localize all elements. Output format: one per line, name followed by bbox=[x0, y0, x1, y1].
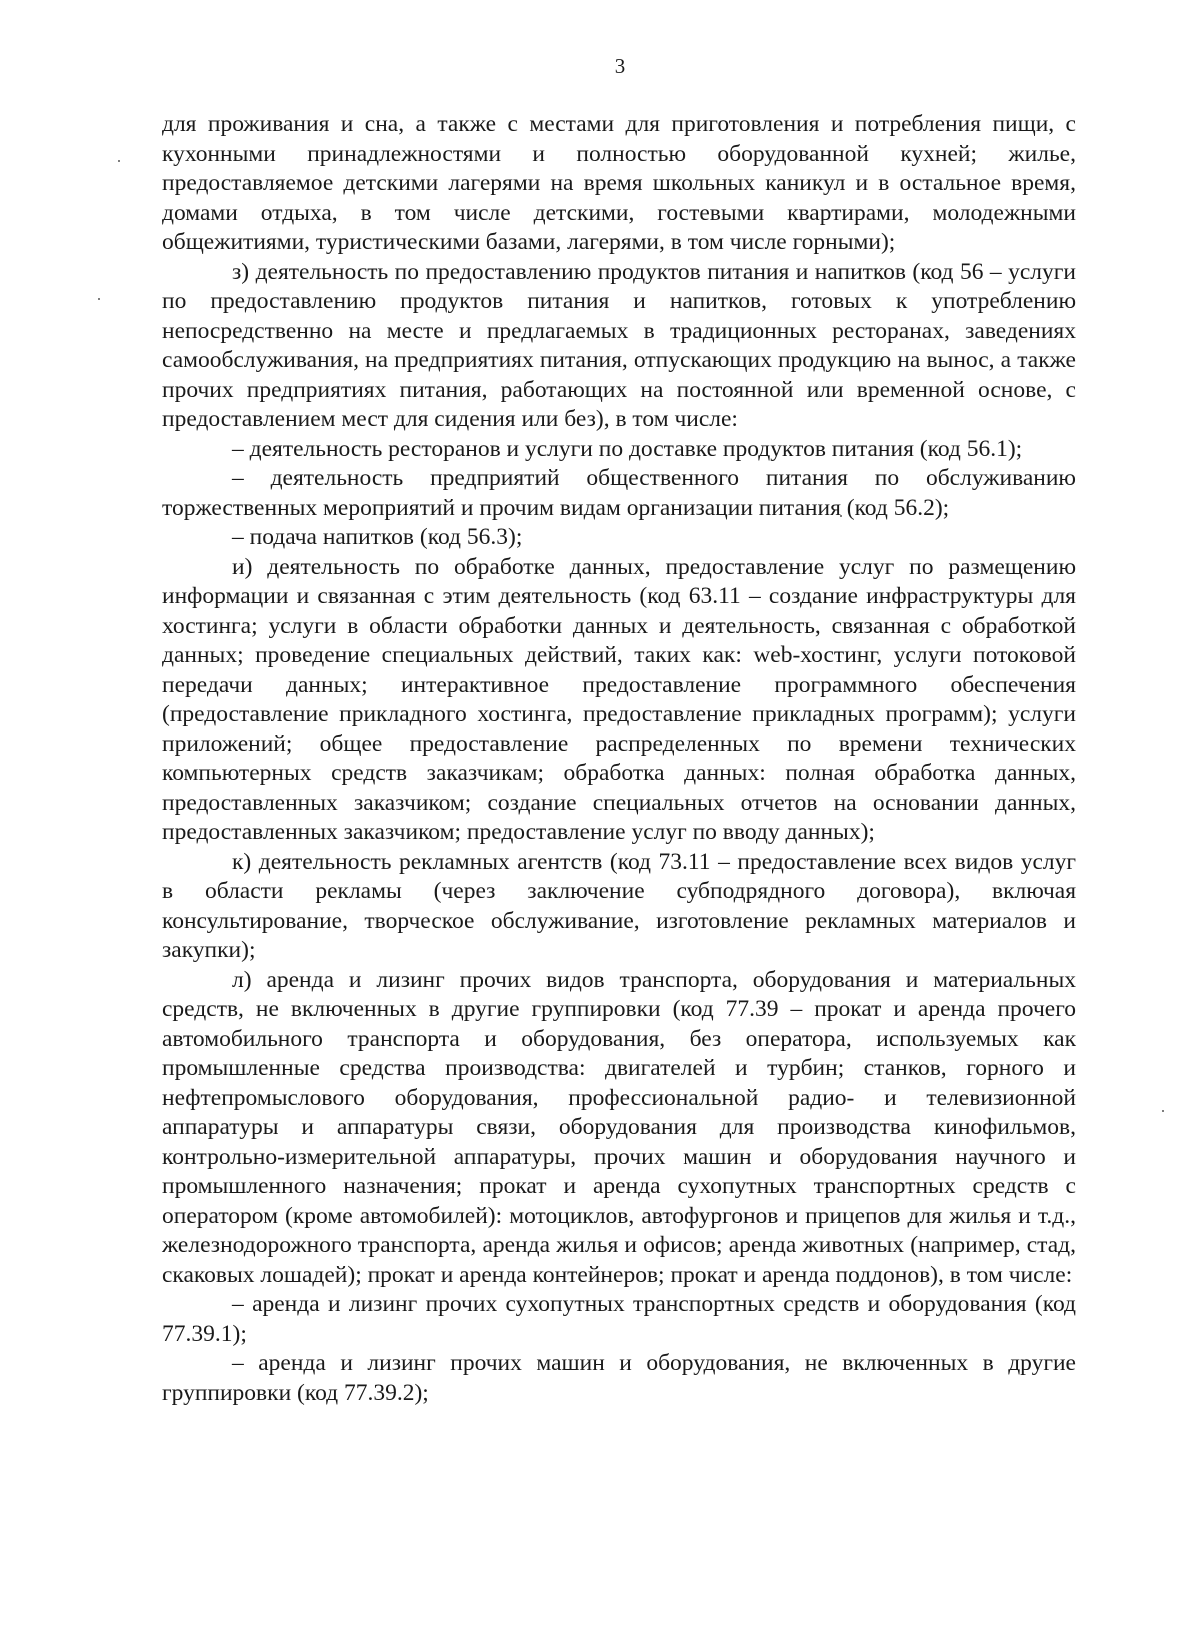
paragraph-continuation: для проживания и сна, а также с местами для приготовления и потребления пищи, с кухонными принадлежностями и полностью оборудованной кухней; жилье, предоставляемое детскими лагерями на время школьных каникул и в остальное время, домами отдыха, в том числе детскими, гостевыми квартирами, молодежными общежитиями, туристическими базами, лагерями, в том числе горными); bbox=[162, 111, 1076, 255]
paragraph-subitem-56-1: – деятельность ресторанов и услуги по доставке продуктов питания (код 56.1); bbox=[232, 435, 1023, 462]
paragraph-item-z: з) деятельность по предоставлению продуктов питания и напитков (код 56 – услуги по предоставлению продуктов питания и напитков, готовых к употреблению непосредственно на месте и предлагаемых в традиционных ресторанах, заведениях самообслуживания, на предприятиях питания, отпускающих продукцию на вынос, а также прочих предприятиях питания, работающих на постоянной или временной основе, с предоставлением мест для сидения или без), в том числе: bbox=[162, 258, 1076, 432]
paragraph-item-k: к) деятельность рекламных агентств (код 73.11 – предоставление всех видов услуг в области рекламы (через заключение субподрядного договора), включая консультирование, творческое обслуживание, изготовление рекламных материалов и закупки); bbox=[162, 848, 1076, 963]
paragraph-subitem-77-39-1: – аренда и лизинг прочих сухопутных транспортных средств и оборудования (код 77.39.1); bbox=[162, 1291, 1076, 1347]
paragraph-subitem-56-2: – деятельность предприятий общественного питания по обслуживанию торжественных мероприятий и прочим видам организации питания (код 56.2); bbox=[162, 465, 1076, 521]
scan-speck bbox=[1162, 1110, 1164, 1112]
scan-speck bbox=[118, 160, 120, 162]
page-number: 3 bbox=[614, 54, 626, 78]
paragraph-subitem-56-3: – подача напитков (код 56.3); bbox=[232, 524, 523, 550]
paragraph-subitem-77-39-2: – аренда и лизинг прочих машин и оборудования, не включенных в другие группировки (код 77.39.2); bbox=[162, 1350, 1076, 1406]
document-body bbox=[162, 110, 1076, 1408]
paragraph-item-i: и) деятельность по обработке данных, предоставление услуг по размещению информации и связанная с этим деятельность (код 63.11 – создание инфраструктуры для хостинга; услуги в области обработки данных и деятельность, связанная с обработкой данных; проведение специальных действий, таких как: web-хостинг, услуги потоковой передачи данных; интерактивное предоставление программного обеспечения (предоставление прикладного хостинга, предоставление прикладных программ); услуги приложений; общее предоставление распределенных по времени технических компьютерных средств заказчикам; обработка данных: полная обработка данных, предоставленных заказчиком; создание специальных отчетов на основании данных, предоставленных заказчиком; предоставление услуг по вводу данных); bbox=[162, 553, 1076, 845]
scan-speck bbox=[98, 298, 100, 300]
paragraph-item-l: л) аренда и лизинг прочих видов транспорта, оборудования и материальных средств, не включенных в другие группировки (код 77.39 – прокат и аренда прочего автомобильного транспорта и оборудования, без оператора, используемых как промышленные средства производства: двигателей и турбин; станков, горного и нефтепромыслового оборудования, профессиональной радио- и телевизионной аппаратуры и аппаратуры связи, оборудования для производства кинофильмов, контрольно-измерительной аппаратуры, прочих машин и оборудования научного и промышленного назначения; прокат и аренда сухопутных транспортных средств с оператором (кроме автомобилей): мотоциклов, автофургонов и прицепов для жилья и т.д., железнодорожного транспорта, аренда жилья и офисов; аренда животных (например, стад, скаковых лошадей); прокат и аренда контейнеров; прокат и аренда поддонов), в том числе: bbox=[162, 966, 1076, 1288]
